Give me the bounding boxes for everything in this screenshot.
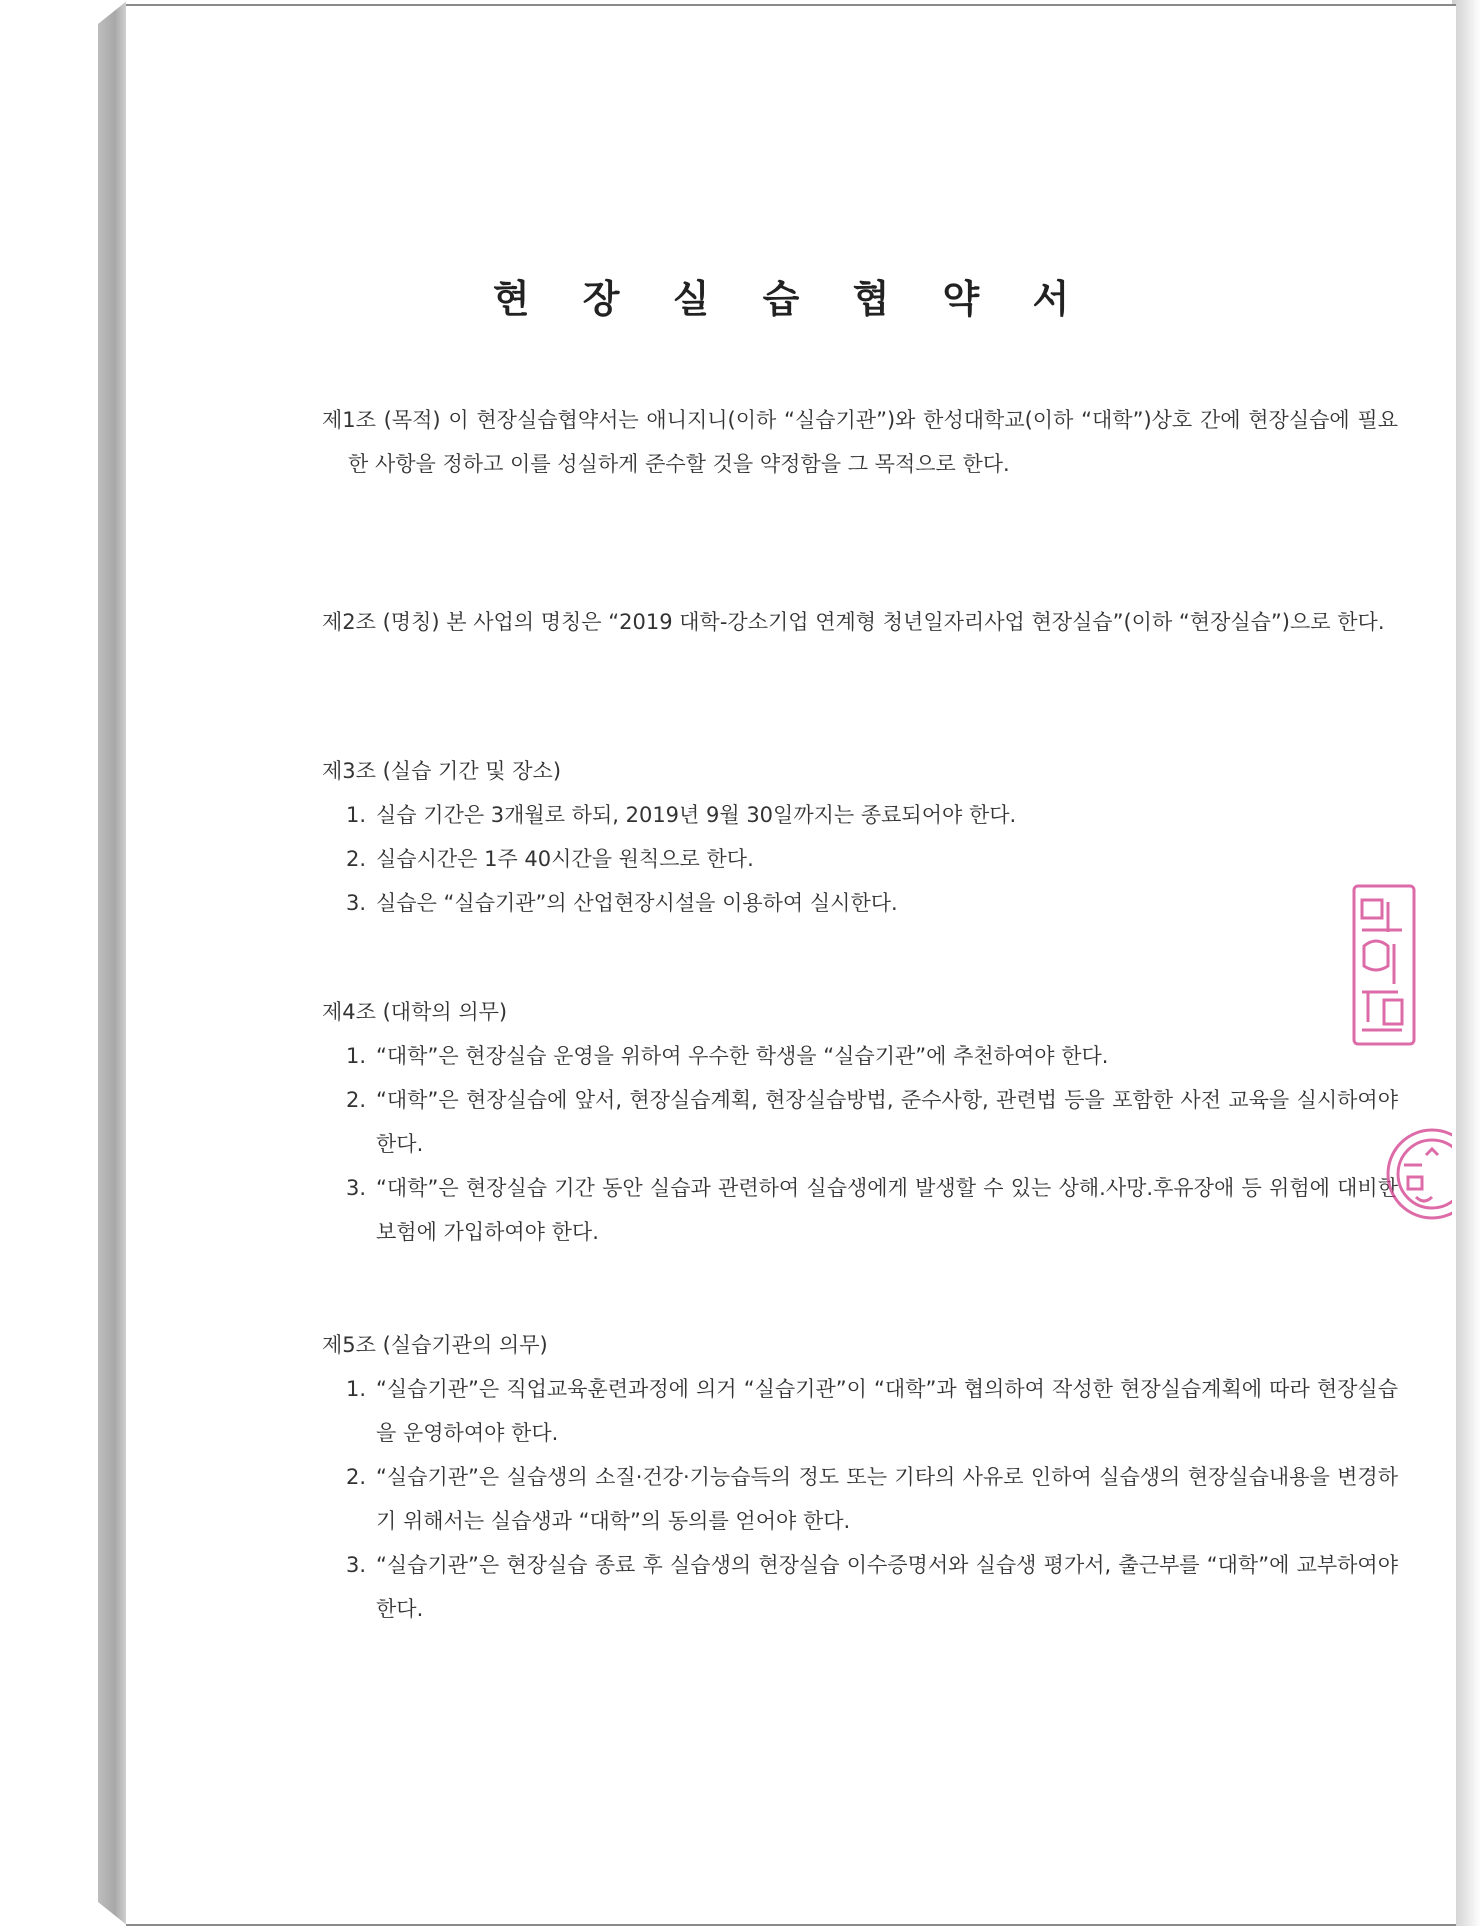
article-3-heading: 제3조 (실습 기간 및 장소) [322, 759, 562, 783]
list-item [322, 1367, 1398, 1455]
article-1-text: 제1조 (목적) 이 현장실습협약서는 애니지니(이하 “실습기관”)와 한성대학교(이하 “대학”)상호 간에 현장실습에 필요한 사항을 정하고 이를 성실하게 준수할 것을 약정함을 그 목적으로 한다. [322, 408, 1398, 476]
article-4 [322, 990, 1398, 1254]
page-shadow-right [1452, 0, 1481, 1926]
list-item [322, 1034, 1398, 1078]
seal-stamp-square [1348, 880, 1418, 1050]
article-2-text: 제2조 (명칭) 본 사업의 명칭은 “2019 대학-강소기업 연계형 청년일자리사업 현장실습”(이하 “현장실습”)으로 한다. [322, 610, 1385, 634]
list-item-text: “대학”은 현장실습에 앞서, 현장실습계획, 현장실습방법, 준수사항, 관련법 등을 포함한 사전 교육을 실시하여야 한다. [376, 1088, 1398, 1156]
list-item-number: 3. [346, 891, 367, 915]
list-item-text: “대학”은 현장실습 기간 동안 실습과 관련하여 실습생에게 발생할 수 있는 상해.사망.후유장애 등 위험에 대비한 보험에 가입하여야 한다. [376, 1176, 1398, 1244]
article-2 [322, 600, 1398, 644]
list-item [322, 1543, 1398, 1631]
document-title: 현 장 실 습 협 약 서 [492, 277, 1090, 321]
list-item [322, 1455, 1398, 1543]
list-item-number: 1. [346, 1044, 367, 1068]
list-item-number: 3. [346, 1176, 367, 1200]
list-item-number: 3. [346, 1553, 367, 1577]
list-item-text: “실습기관”은 실습생의 소질·건강·기능습득의 정도 또는 기타의 사유로 인하여 실습생의 현장실습내용을 변경하기 위해서는 실습생과 “대학”의 동의를 얻어야 한다. [376, 1465, 1398, 1533]
article-4-heading: 제4조 (대학의 의무) [322, 1000, 508, 1024]
list-item [322, 1078, 1398, 1166]
list-item-text: “실습기관”은 직업교육훈련과정에 의거 “실습기관”이 “대학”과 협의하여 작성한 현장실습계획에 따라 현장실습을 운영하여야 한다. [376, 1377, 1398, 1445]
seal-stamp-round [1374, 1125, 1452, 1223]
list-item-text: “실습기관”은 현장실습 종료 후 실습생의 현장실습 이수증명서와 실습생 평가서, 출근부를 “대학”에 교부하여야 한다. [376, 1553, 1398, 1621]
article-5 [322, 1323, 1398, 1631]
article-3 [322, 749, 1398, 925]
page-stack-edge [98, 0, 126, 1926]
list-item [322, 1166, 1398, 1254]
list-item-text: 실습은 “실습기관”의 산업현장시설을 이용하여 실시한다. [376, 891, 898, 915]
list-item-number: 1. [346, 1377, 367, 1401]
list-item-text: 실습 기간은 3개월로 하되, 2019년 9월 30일까지는 종료되어야 한다. [376, 803, 1017, 827]
list-item [322, 793, 1398, 837]
list-item-number: 1. [346, 803, 367, 827]
list-item-number: 2. [346, 847, 367, 871]
article-1 [322, 398, 1398, 486]
list-item-text: “대학”은 현장실습 운영을 위하여 우수한 학생을 “실습기관”에 추천하여야 한다. [376, 1044, 1109, 1068]
article-5-heading: 제5조 (실습기관의 의무) [322, 1333, 548, 1357]
document-page [126, 4, 1456, 1926]
list-item [322, 881, 1398, 925]
list-item-number: 2. [346, 1465, 367, 1489]
list-item-number: 2. [346, 1088, 367, 1112]
list-item-text: 실습시간은 1주 40시간을 원칙으로 한다. [376, 847, 754, 871]
list-item [322, 837, 1398, 881]
